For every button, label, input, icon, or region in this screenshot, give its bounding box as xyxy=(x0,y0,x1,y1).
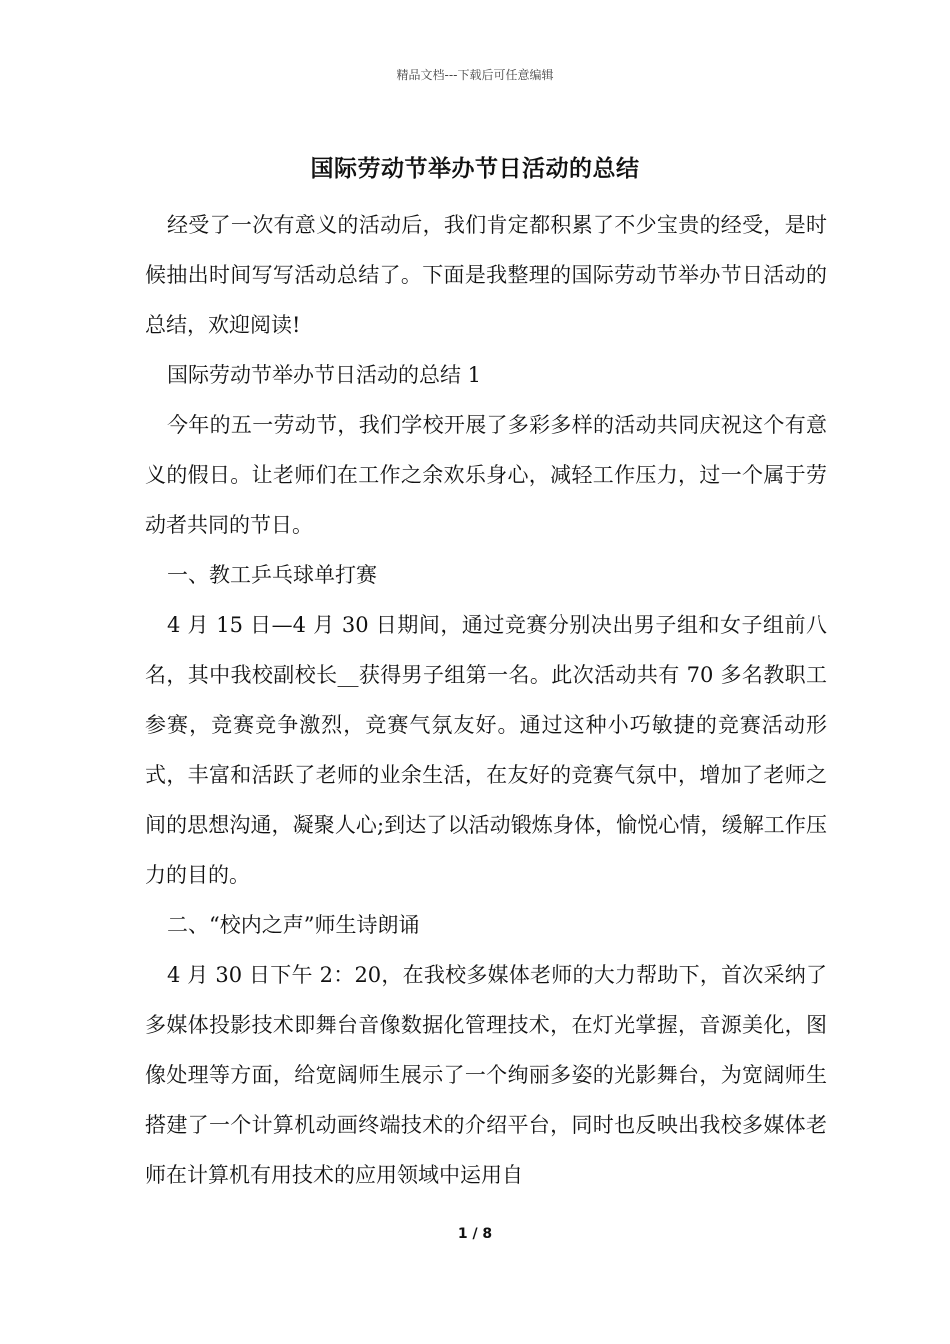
paragraph-poetry-reading: 4 月 30 日下午 2：20，在我校多媒体老师的大力帮助下，首次采纳了多媒体投影技术即舞台音像数据化管理技术，在灯光掌握，音源美化，图像处理等方面，给宽阔师生展示了一个绚丽多姿的光影舞台，为宽阔师生搭建了一个计算机动画终端技术的介绍平台，同时也反映出我校多媒体老师在计算机有用技术的应用领域中运用自 xyxy=(145,963,827,1187)
paragraph-table-tennis: 4 月 15 日—4 月 30 日期间，通过竞赛分别决出男子组和女子组前八名，其中我校副校长__获得男子组第一名。此次活动共有 70 多名教职工参赛，竞赛竞争激烈，竞赛气氛友好。通过这种小巧敏捷的竞赛活动形式，丰富和活跃了老师的业余生活，在友好的竞赛气氛中，增加了老师之间的思想沟通，凝聚人心;到达了以活动锻炼身体，愉悦心情，缓解工作压力的目的。 xyxy=(145,613,827,887)
paragraph-holiday-activities: 今年的五一劳动节，我们学校开展了多彩多样的活动共同庆祝这个有意义的假日。让老师们在工作之余欢乐身心，减轻工作压力，过一个属于劳动者共同的节日。 xyxy=(145,413,827,537)
header-note: 精品文档---下载后可任意编辑 xyxy=(396,68,554,82)
document-title: 国际劳动节举办节日活动的总结 xyxy=(310,155,640,182)
intro-paragraph: 经受了一次有意义的活动后，我们肯定都积累了不少宝贵的经受，是时候抽出时间写写活动总结了。下面是我整理的国际劳动节举办节日活动的总结，欢迎阅读! xyxy=(145,213,827,337)
page-number: 1 / 8 xyxy=(457,1226,493,1242)
section-title-1: 国际劳动节举办节日活动的总结 1 xyxy=(167,363,482,387)
subheading-poetry-reading: 二、“校内之声”师生诗朗诵 xyxy=(167,913,420,937)
document-body xyxy=(145,200,827,1200)
subheading-table-tennis: 一、教工乒乓球单打赛 xyxy=(167,563,377,587)
